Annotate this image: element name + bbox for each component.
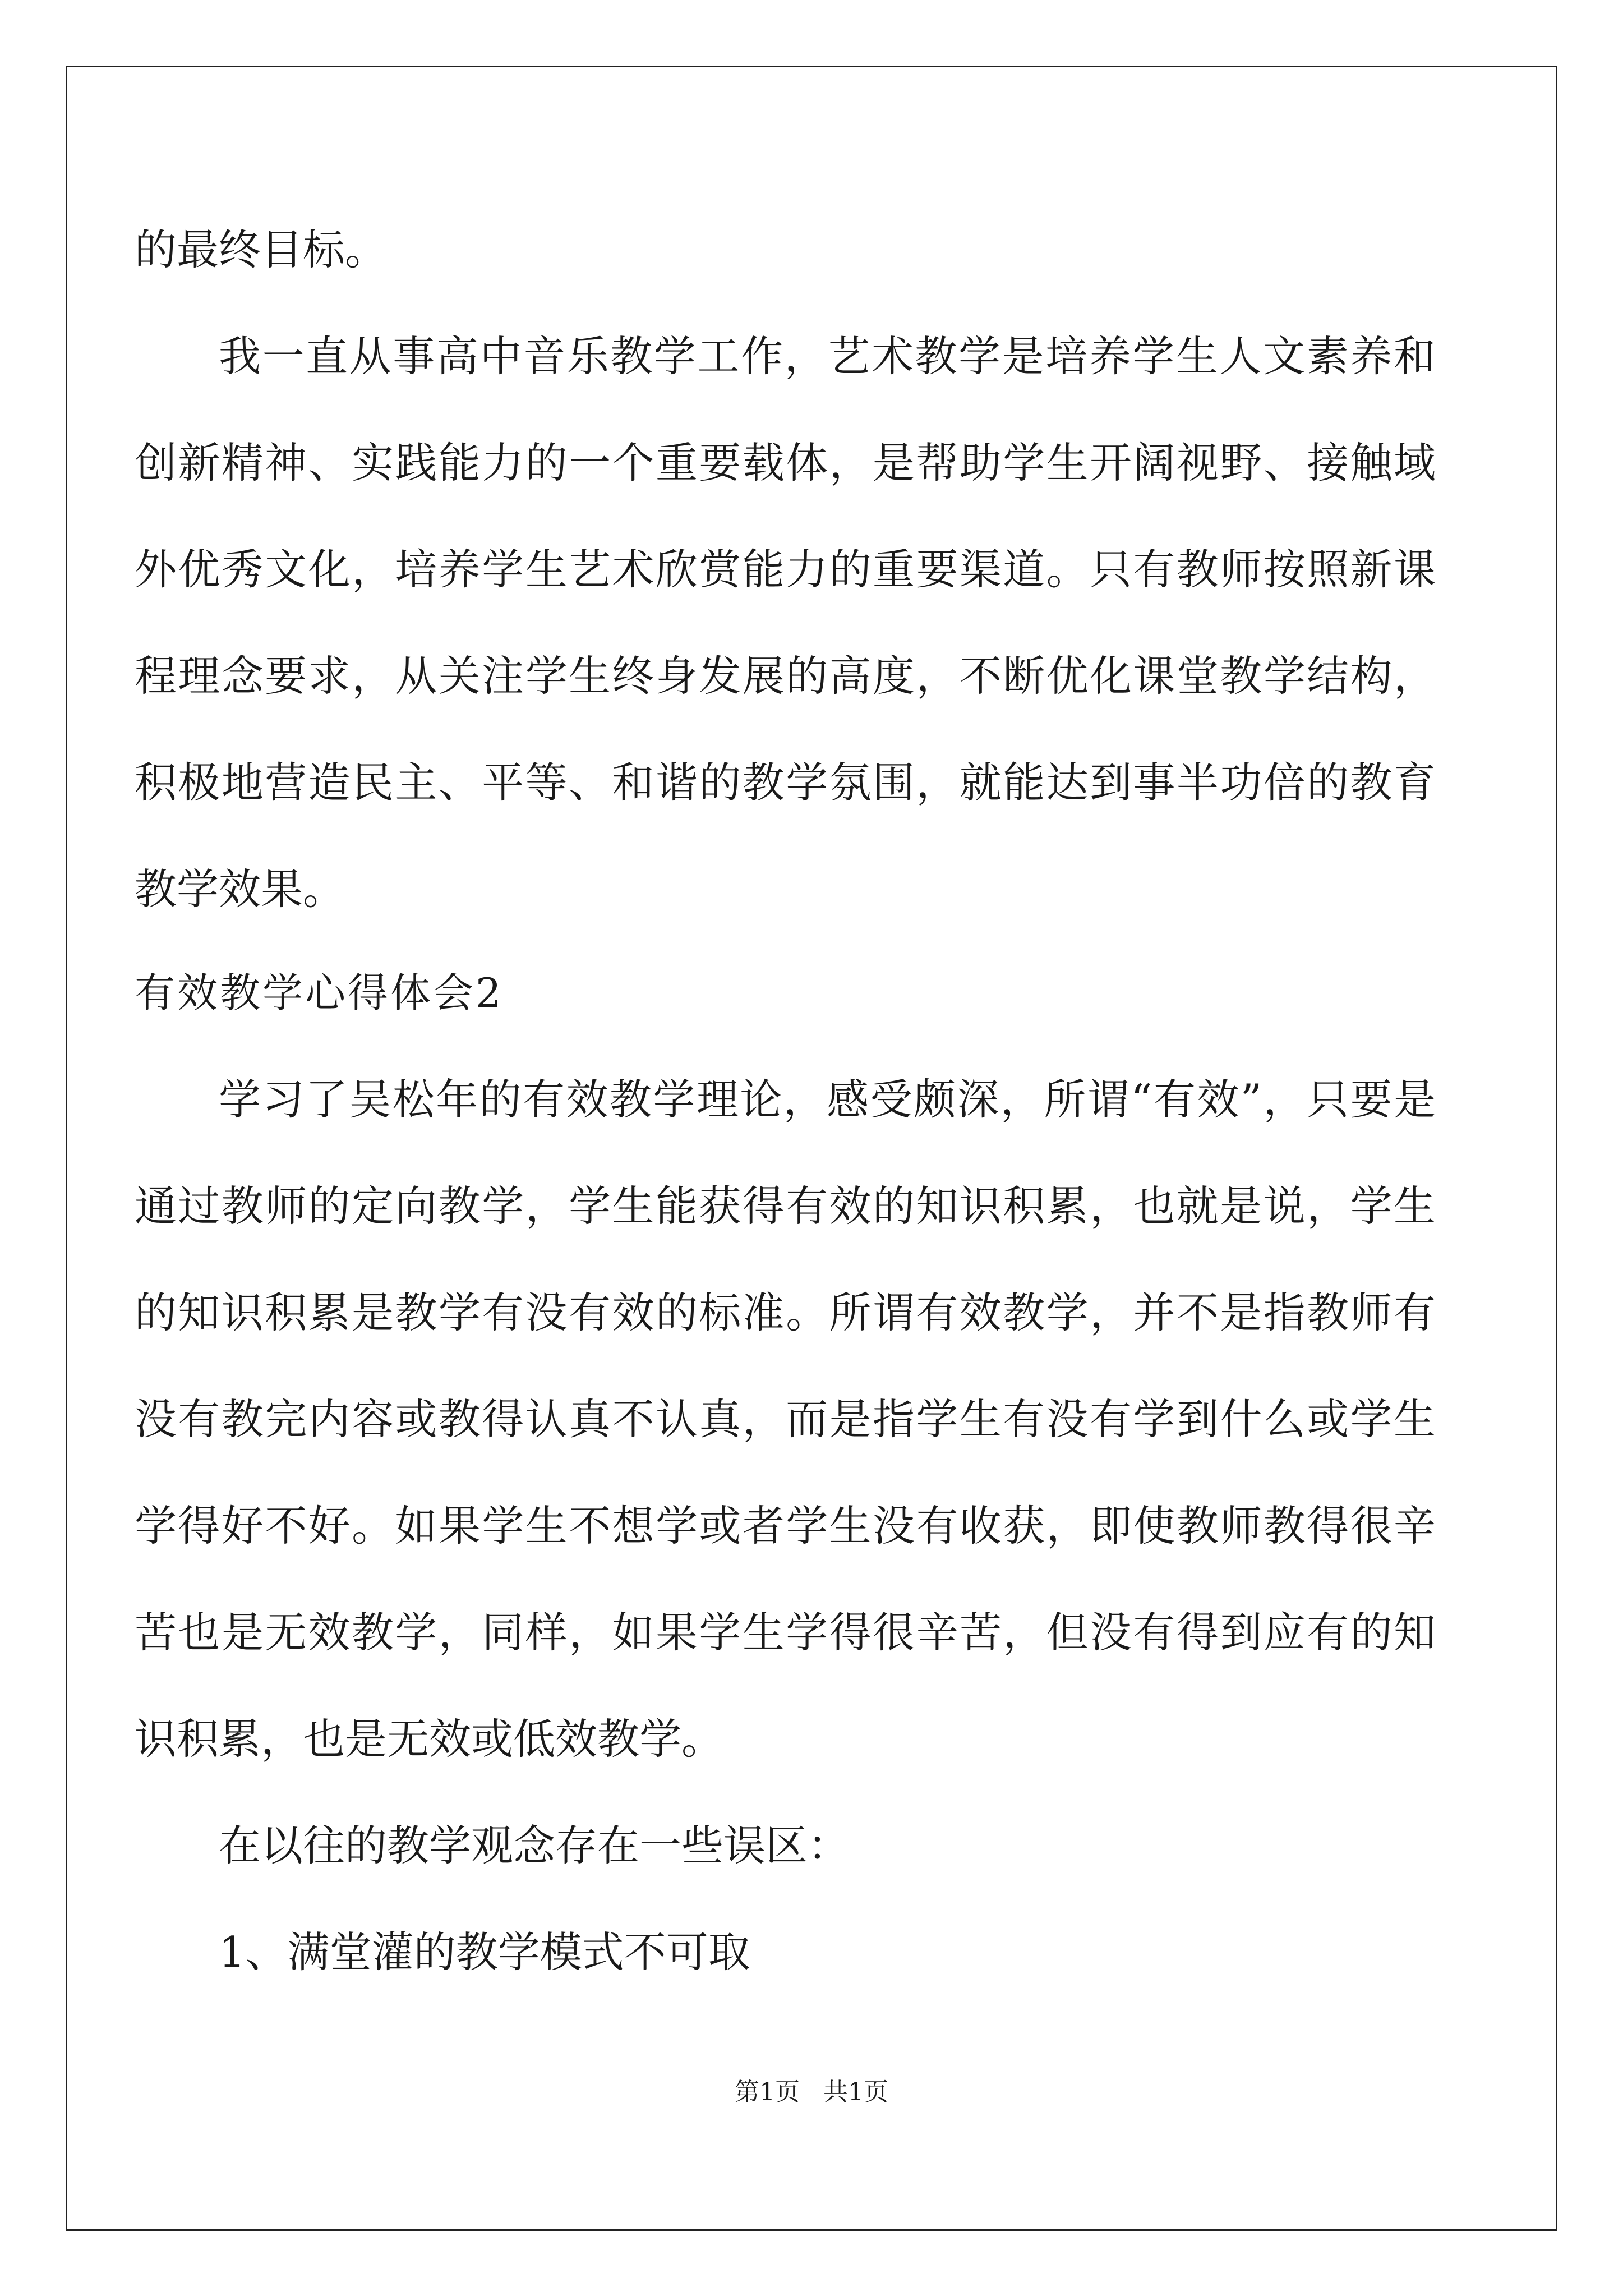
- paragraph-line: 通过教师的定向教学，学生能获得有效的知识积累，也就是说，学生: [135, 1181, 1436, 1231]
- paragraph-line: 的最终目标。: [135, 225, 388, 274]
- paragraph-line: 教学效果。: [135, 864, 345, 914]
- paragraph-line: 我一直从事高中音乐教学工作，艺术教学是培养学生人文素养和: [219, 332, 1436, 381]
- paragraph-line: 积极地营造民主、平等、和谐的教学氛围，就能达到事半功倍的教育: [135, 758, 1436, 807]
- paragraph-line: 的知识积累是教学有没有效的标准。所谓有效教学，并不是指教师有: [135, 1288, 1436, 1337]
- list-item: 1、满堂灌的教学模式不可取: [219, 1927, 750, 1977]
- paragraph-line: 在以往的教学观念存在一些误区：: [219, 1821, 850, 1870]
- page-number-footer: 第1页 共1页: [735, 2078, 888, 2106]
- paragraph-line: 没有教完内容或教得认真不认真，而是指学生有没有学到什么或学生: [135, 1395, 1436, 1444]
- page-border: [66, 66, 1557, 2231]
- paragraph-line: 外优秀文化，培养学生艺术欣赏能力的重要渠道。只有教师按照新课: [135, 545, 1436, 594]
- paragraph-line: 苦也是无效教学，同样，如果学生学得很辛苦，但没有得到应有的知: [135, 1608, 1436, 1657]
- paragraph-line: 学习了吴松年的有效教学理论，感受颇深，所谓“有效”，只要是: [219, 1075, 1436, 1124]
- paragraph-line: 识积累，也是无效或低效教学。: [135, 1714, 724, 1764]
- paragraph-line: 创新精神、实践能力的一个重要载体，是帮助学生开阔视野、接触域: [135, 438, 1436, 487]
- section-heading: 有效教学心得体会2: [135, 969, 504, 1016]
- paragraph-line: 程理念要求，从关注学生终身发展的高度，不断优化课堂教学结构，: [135, 651, 1436, 701]
- paragraph-line: 学得好不好。如果学生不想学或者学生没有收获，即使教师教得很辛: [135, 1501, 1436, 1550]
